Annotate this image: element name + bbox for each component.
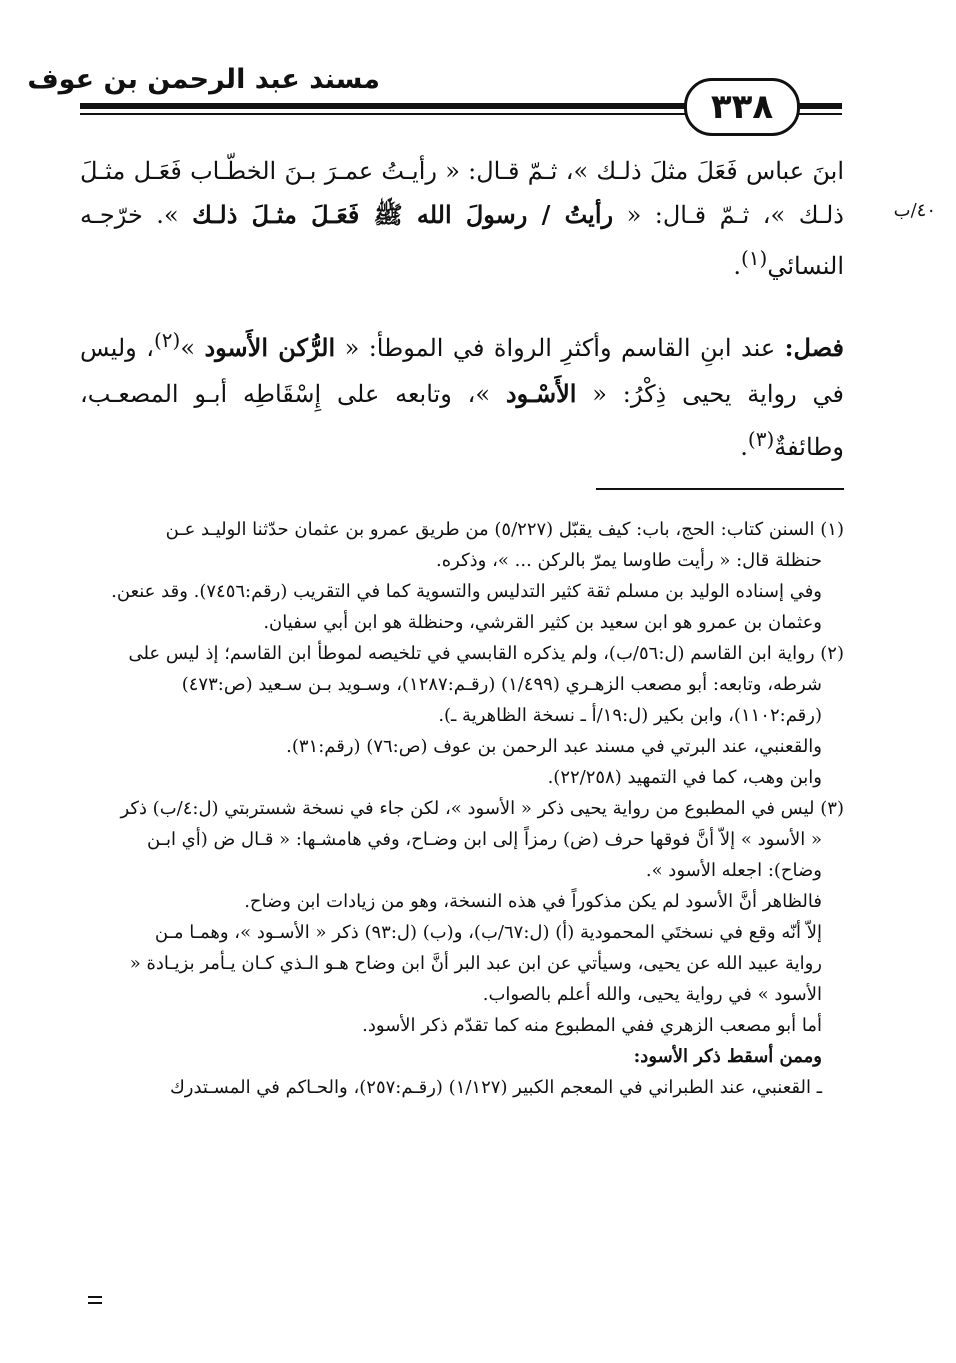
footnote-line: (١) السنن كتاب: الحج، باب: كيف يقبّل (٥/٢٢٧) من طريق عمرو بن عثمان حدّثنا الوليـد عـن — [165, 519, 844, 540]
footnote-line: فالظاهر أنَّ الأسود لم يكن مذكوراً في هذه النسخة، وهو من زيادات ابن وضاح. — [244, 891, 822, 912]
footnote-line: (٣) ليس في المطبوع من رواية يحيى ذكر « الأسود »، لكن جاء في نسخة شستربتي (ل:٤/ب) ذكر — [120, 798, 844, 819]
footnote-ref-1: (١) — [740, 246, 768, 270]
emphasized-text: الرُّكن الأَسود — [204, 333, 336, 362]
page-number-badge — [684, 78, 800, 136]
text-run: . — [733, 252, 741, 280]
footnote-line: (رقم:١١٠٢)، وابن بكير (ل:١٩/أ ـ نسخة الظاهرية ـ). — [438, 705, 822, 726]
text-run: » — [180, 334, 205, 362]
footnote-line: وفي إسناده الوليد بن مسلم ثقة كثير التدليس والتسوية كما في التقريب (رقم:٧٤٥٦). وقد عنعن. — [111, 581, 822, 602]
text-run: . — [740, 433, 748, 461]
text-run: »، وتابعه على إِسْقَاطِه أبـو المصعـب، وطائفةٌ — [80, 380, 844, 461]
emphasized-text: رأيتُ / رسولَ الله ﷺ فَعَـلَ مثـلَ ذلـك — [192, 200, 614, 229]
main-text — [80, 150, 844, 470]
footnote-line: شرطه، وتابعه: أبو مصعب الزهـري (١/٤٩٩) (رقـم:١٢٨٧)، وسـويد بـن سـعيد (ص:٤٧٣) — [181, 674, 822, 695]
continuation-mark — [88, 1296, 102, 1304]
footnote-2 — [80, 638, 844, 793]
footnote-line: وضاح): اجعله الأسود ». — [645, 860, 822, 881]
footnote-line: إلاّ أنّه وقع في نسختَي المحمودية (أ) (ل:٦٧/ب)، و(ب) (ل:٩٣) ذكر « الأسـود »، وهمـا مـن — [154, 922, 822, 943]
text-run: ». خرّجـه النسائي — [80, 201, 844, 280]
page-number: ٣٣٨ — [710, 87, 774, 127]
footnote-line: وابن وهب، كما في التمهيد (٢٢/٢٥٨). — [547, 767, 822, 788]
footnote-line: والقعنبي، عند البرتي في مسند عبد الرحمن بن عوف (ص:٧٦) (رقم:٣١). — [286, 736, 822, 757]
footnote-line: « الأسود » إلاّ أنَّ فوقها حرف (ض) رمزاً إلى ابن وضـاح، وفي هامشـها: « قـال ض (أي ابـن — [146, 829, 822, 850]
footnote-line: حنظلة قال: « رأيت طاوسا يمرّ بالركن ... »، وذكره. — [436, 550, 822, 571]
paragraph-fasl — [80, 318, 844, 470]
manuscript-margin-note: ٤٠/ب — [893, 200, 936, 221]
text-run: ابنَ عباس فَعَلَ مثلَ ذلـك »، ثـمّ قـال: « رأيـتُ عمـرَ بـنَ الخطّـاب فَعَـل مثـلَ ذلـك »، ثـمّ قـال: « — [80, 157, 844, 229]
footnote-line: الأسود » في رواية يحيى، والله أعلم بالصواب. — [482, 984, 822, 1005]
footnote-line: وعثمان بن عمرو هو ابن سعيد بن كثير القرشي، وحنظلة هو ابن أبي سفيان. — [263, 612, 822, 633]
footnote-line: أما أبو مصعب الزهري ففي المطبوع منه كما تقدّم ذكر الأسود. — [362, 1015, 822, 1036]
footnote-ref-3: (٣) — [747, 427, 775, 451]
text-run: عند ابنِ القاسم وأكثرِ الرواة في الموطأ: « — [335, 334, 785, 362]
text-run: ، وليس في رواية يحيى ذِكْرُ: « — [80, 334, 844, 408]
running-header-title: مسند عبد الرحمن بن عوف — [27, 64, 380, 95]
emphasized-text: الأَسْـود — [505, 379, 577, 408]
footnote-1 — [80, 514, 844, 638]
footnote-3 — [80, 793, 844, 1103]
footnote-line: رواية عبيد الله عن يحيى، وسيأتي عن ابن عبد البر أنَّ ابن وضاح هـو الـذي كـان يـأمر بزيـادة « — [129, 953, 822, 974]
footnote-ref-2: (٢) — [153, 328, 181, 352]
footnote-line: ـ القعنبي، عند الطبراني في المعجم الكبير (١/١٢٧) (رقـم:٢٥٧)، والحـاكم في المسـتدرك — [169, 1077, 822, 1098]
paragraph-hadith — [80, 150, 844, 288]
footnote-line: (٢) رواية ابن القاسم (ل:٥٦/ب)، ولم يذكره القابسي في تلخيصه لموطأ ابن القاسم؛ إذ ليس على — [128, 643, 844, 664]
footnote-subheading: وممن أسقط ذكر الأسود: — [633, 1046, 822, 1067]
footnote-separator — [596, 488, 844, 490]
section-label: فصل: — [784, 333, 844, 362]
footnotes — [80, 514, 844, 1103]
